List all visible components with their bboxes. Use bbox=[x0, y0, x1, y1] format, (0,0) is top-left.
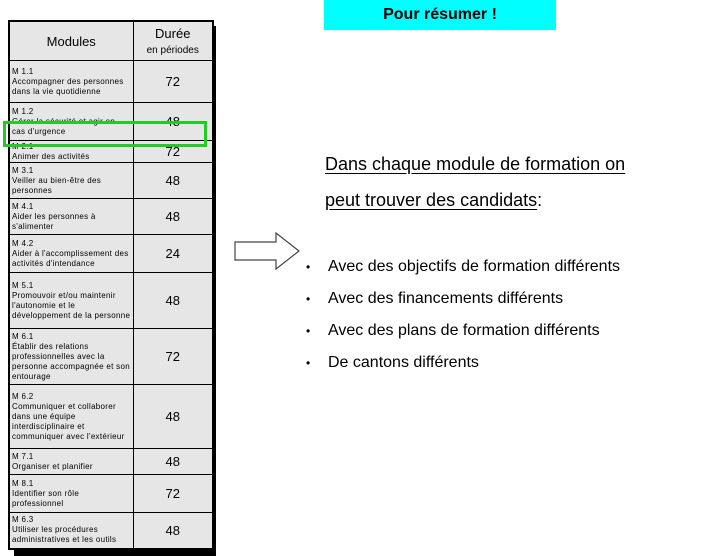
module-cell: M 1.2 Gérer la sécurité et agir en cas d'urgence bbox=[9, 103, 133, 141]
header-modules: Modules bbox=[9, 21, 133, 61]
bullet-item bbox=[306, 290, 620, 322]
duration-cell: 24 bbox=[133, 235, 213, 273]
bullet-list bbox=[306, 258, 620, 386]
table-header-row bbox=[9, 21, 213, 61]
summary-heading-line1: Dans chaque module de formation on bbox=[325, 154, 626, 174]
duration-cell: 72 bbox=[133, 61, 213, 103]
bullet-text: Avec des plans de formation différents bbox=[328, 322, 600, 339]
table-row bbox=[9, 163, 213, 199]
bullet-text: Avec des financements différents bbox=[328, 290, 564, 307]
summary-heading-line2 bbox=[325, 190, 542, 211]
bullet-item bbox=[306, 258, 620, 290]
module-cell: M 3.1 Veiller au bien-être des personnes bbox=[9, 163, 133, 199]
duration-cell: 48 bbox=[133, 163, 213, 199]
header-duration-label: Durée bbox=[155, 26, 191, 41]
module-cell: M 6.1 Établir des relations professionnelles avec la personne accompagnée et son entourage bbox=[9, 329, 133, 385]
header-duration bbox=[133, 21, 213, 61]
duration-cell: 48 bbox=[133, 199, 213, 235]
bullet-text: De cantons différents bbox=[328, 354, 479, 371]
module-cell: M 1.1 Accompagner des personnes dans la vie quotidienne bbox=[9, 61, 133, 103]
bullet-item bbox=[306, 354, 620, 386]
table-row bbox=[9, 513, 213, 549]
duration-cell: 72 bbox=[133, 475, 213, 513]
bullet-icon: • bbox=[306, 260, 311, 274]
table-row bbox=[9, 235, 213, 273]
duration-cell: 72 bbox=[133, 329, 213, 385]
header-duration-unit: en périodes bbox=[146, 45, 199, 56]
duration-cell: 48 bbox=[133, 449, 213, 475]
row-highlight-box bbox=[3, 121, 207, 147]
module-cell: M 7.1 Organiser et planifier bbox=[9, 449, 133, 475]
table-row bbox=[9, 273, 213, 329]
bullet-icon: • bbox=[306, 356, 311, 370]
module-cell: M 2.1 Animer des activités bbox=[9, 141, 133, 163]
module-cell: M 8.1 Identifier son rôle professionnel bbox=[9, 475, 133, 513]
module-cell: M 5.1 Promouvoir et/ou maintenir l'autonomie et le développement de la personne bbox=[9, 273, 133, 329]
summary-heading-colon: : bbox=[537, 190, 543, 210]
table-row bbox=[9, 329, 213, 385]
table-row bbox=[9, 385, 213, 449]
table-row bbox=[9, 61, 213, 103]
duration-cell: 48 bbox=[133, 513, 213, 549]
page-title: Pour résumer ! bbox=[324, 0, 556, 30]
module-cell: M 4.1 Aider les personnes à s'alimenter bbox=[9, 199, 133, 235]
bullet-text: Avec des objectifs de formation différents bbox=[328, 258, 621, 275]
duration-cell: 48 bbox=[133, 103, 213, 141]
module-cell: M 4.2 Aider à l'accomplissement des activités d'intendance bbox=[9, 235, 133, 273]
table-row bbox=[9, 449, 213, 475]
bullet-icon: • bbox=[306, 324, 311, 338]
module-cell: M 6.3 Utiliser les procédures administratives et les outils bbox=[9, 513, 133, 549]
module-cell: M 6.2 Communiquer et collaborer dans une équipe interdisciplinaire et communiquer avec l'extérieur bbox=[9, 385, 133, 449]
bullet-item bbox=[306, 322, 620, 354]
duration-cell: 48 bbox=[133, 273, 213, 329]
summary-heading-text: peut trouver des candidats bbox=[325, 190, 538, 210]
table-row bbox=[9, 199, 213, 235]
modules-table bbox=[8, 20, 214, 550]
duration-cell: 72 bbox=[133, 141, 213, 163]
table-row bbox=[9, 475, 213, 513]
bullet-icon: • bbox=[306, 292, 311, 306]
duration-cell: 48 bbox=[133, 385, 213, 449]
right-arrow-icon bbox=[234, 232, 300, 270]
